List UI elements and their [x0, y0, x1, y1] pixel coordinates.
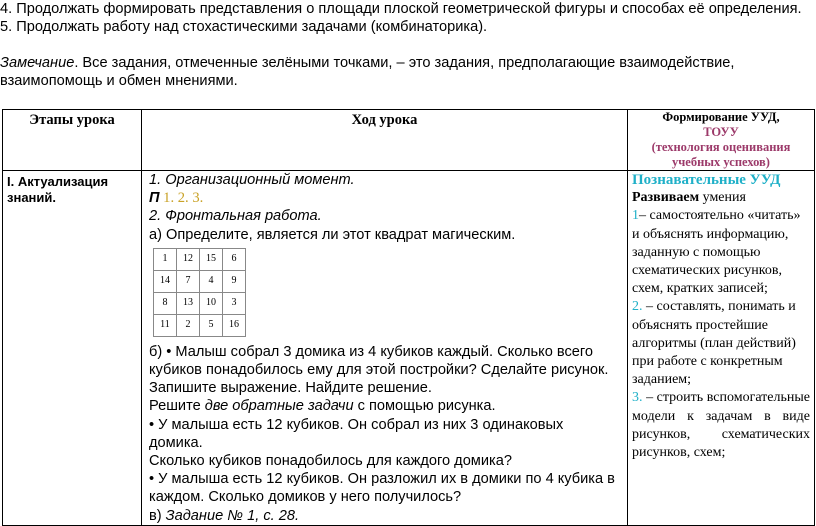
- uud-title: Познавательные УУД: [632, 172, 781, 188]
- header-course: Ход урока: [142, 110, 628, 171]
- goal-4: 4. Продолжать формировать представления о площади плоской геометрической фигуры и способах её определения.: [0, 1, 802, 17]
- header-row: [3, 110, 815, 171]
- task-c: [149, 507, 621, 525]
- p-label: П: [149, 190, 160, 207]
- skill-3: [632, 389, 810, 462]
- magic-cell: 8: [154, 292, 177, 314]
- task-a: а) Определите, является ли этот квадрат магическим.: [149, 226, 516, 243]
- goal-5: 5. Продолжать работу над стохастическими задачами (комбинаторика).: [0, 19, 488, 35]
- task-b5: • У малыша есть 12 кубиков. Он разложил их в домики по 4 кубика в каждом. Сколько домиков у него получилось?: [149, 471, 615, 506]
- skill-1-text: – самостоятельно «читать» и объяснять информацию, заданную с помощью схематических рисунков, схем, кратких записей;: [632, 208, 801, 297]
- magic-cell: 6: [223, 248, 246, 270]
- table-row: [3, 171, 815, 526]
- magic-cell: 15: [200, 248, 223, 270]
- frontal-work: 2. Фронтальная работа.: [149, 208, 322, 225]
- skill-3-num: 3.: [632, 390, 643, 406]
- intro-text: [0, 0, 812, 90]
- header-uud-line1: Формирование УУД,: [662, 110, 780, 124]
- magic-square: [153, 248, 246, 337]
- magic-cell: 2: [177, 314, 200, 336]
- develop-rest: умения: [699, 190, 746, 206]
- magic-cell: 11: [154, 314, 177, 336]
- course-cell: [142, 171, 628, 526]
- task-b1: б) • Малыш собрал 3 домика из 4 кубиков каждый. Сколько всего кубиков понадобилось ему для этой постройки? Сделайте рисунок. Запишите выражение. Найдите решение.: [149, 343, 609, 397]
- header-uud: [628, 110, 815, 171]
- header-stages: Этапы урока: [3, 110, 142, 171]
- task-b2: [149, 397, 621, 415]
- skill-2-num: 2.: [632, 299, 643, 315]
- uud-cell: [628, 171, 815, 526]
- magic-cell: 3: [223, 292, 246, 314]
- skill-1: [632, 207, 810, 298]
- task-b3: • У малыша есть 12 кубиков. Он собрал из них 3 одинаковых домика.: [149, 416, 564, 451]
- magic-cell: 9: [223, 270, 246, 292]
- magic-cell: 4: [200, 270, 223, 292]
- magic-cell: 13: [177, 292, 200, 314]
- org-moment: 1. Организационный момент.: [149, 172, 355, 188]
- task-b2-emphasis: две обратные задачи: [204, 398, 354, 415]
- header-touu-desc: (технология оценивания учебных успехов): [651, 140, 791, 169]
- stage-cell: I. Актуализация знаний.: [3, 171, 142, 526]
- develop-line: [632, 189, 810, 207]
- magic-cell: 12: [177, 248, 200, 270]
- skill-2-text: – составлять, понимать и объяснять простейшие алгоритмы (план действий) при работе с конкретным заданием;: [632, 299, 796, 388]
- task-c-ref: Задание № 1, с. 28.: [165, 507, 300, 524]
- remark-text: . Все задания, отмеченные зелёными точками, – это задания, предполагающие взаимодействие, взаимопомощь и обмен мнениями.: [0, 55, 735, 89]
- magic-cell: 16: [223, 314, 246, 336]
- magic-cell: 14: [154, 270, 177, 292]
- p-numbers: 1. 2. 3.: [159, 190, 204, 207]
- task-b2-pre: Решите: [149, 398, 205, 415]
- remark: [0, 54, 812, 90]
- remark-label: Замечание: [0, 55, 75, 71]
- task-b4: Сколько кубиков понадобилось для каждого домика?: [149, 453, 512, 470]
- skill-2: [632, 298, 810, 389]
- develop-bold: Развиваем: [632, 190, 700, 206]
- magic-cell: 10: [200, 292, 223, 314]
- header-touu: ТОУУ: [703, 125, 739, 139]
- task-b2-post: с помощью рисунка.: [353, 398, 496, 415]
- lesson-table: [2, 109, 815, 526]
- task-c-pre: в): [149, 507, 166, 524]
- magic-cell: 7: [177, 270, 200, 292]
- magic-cell: 5: [200, 314, 223, 336]
- magic-cell: 1: [154, 248, 177, 270]
- skill-1-num: 1: [632, 208, 639, 224]
- skill-3-text: – строить вспомогательные модели к задачам в виде рисунков, схематических рисунков, схем;: [632, 390, 810, 461]
